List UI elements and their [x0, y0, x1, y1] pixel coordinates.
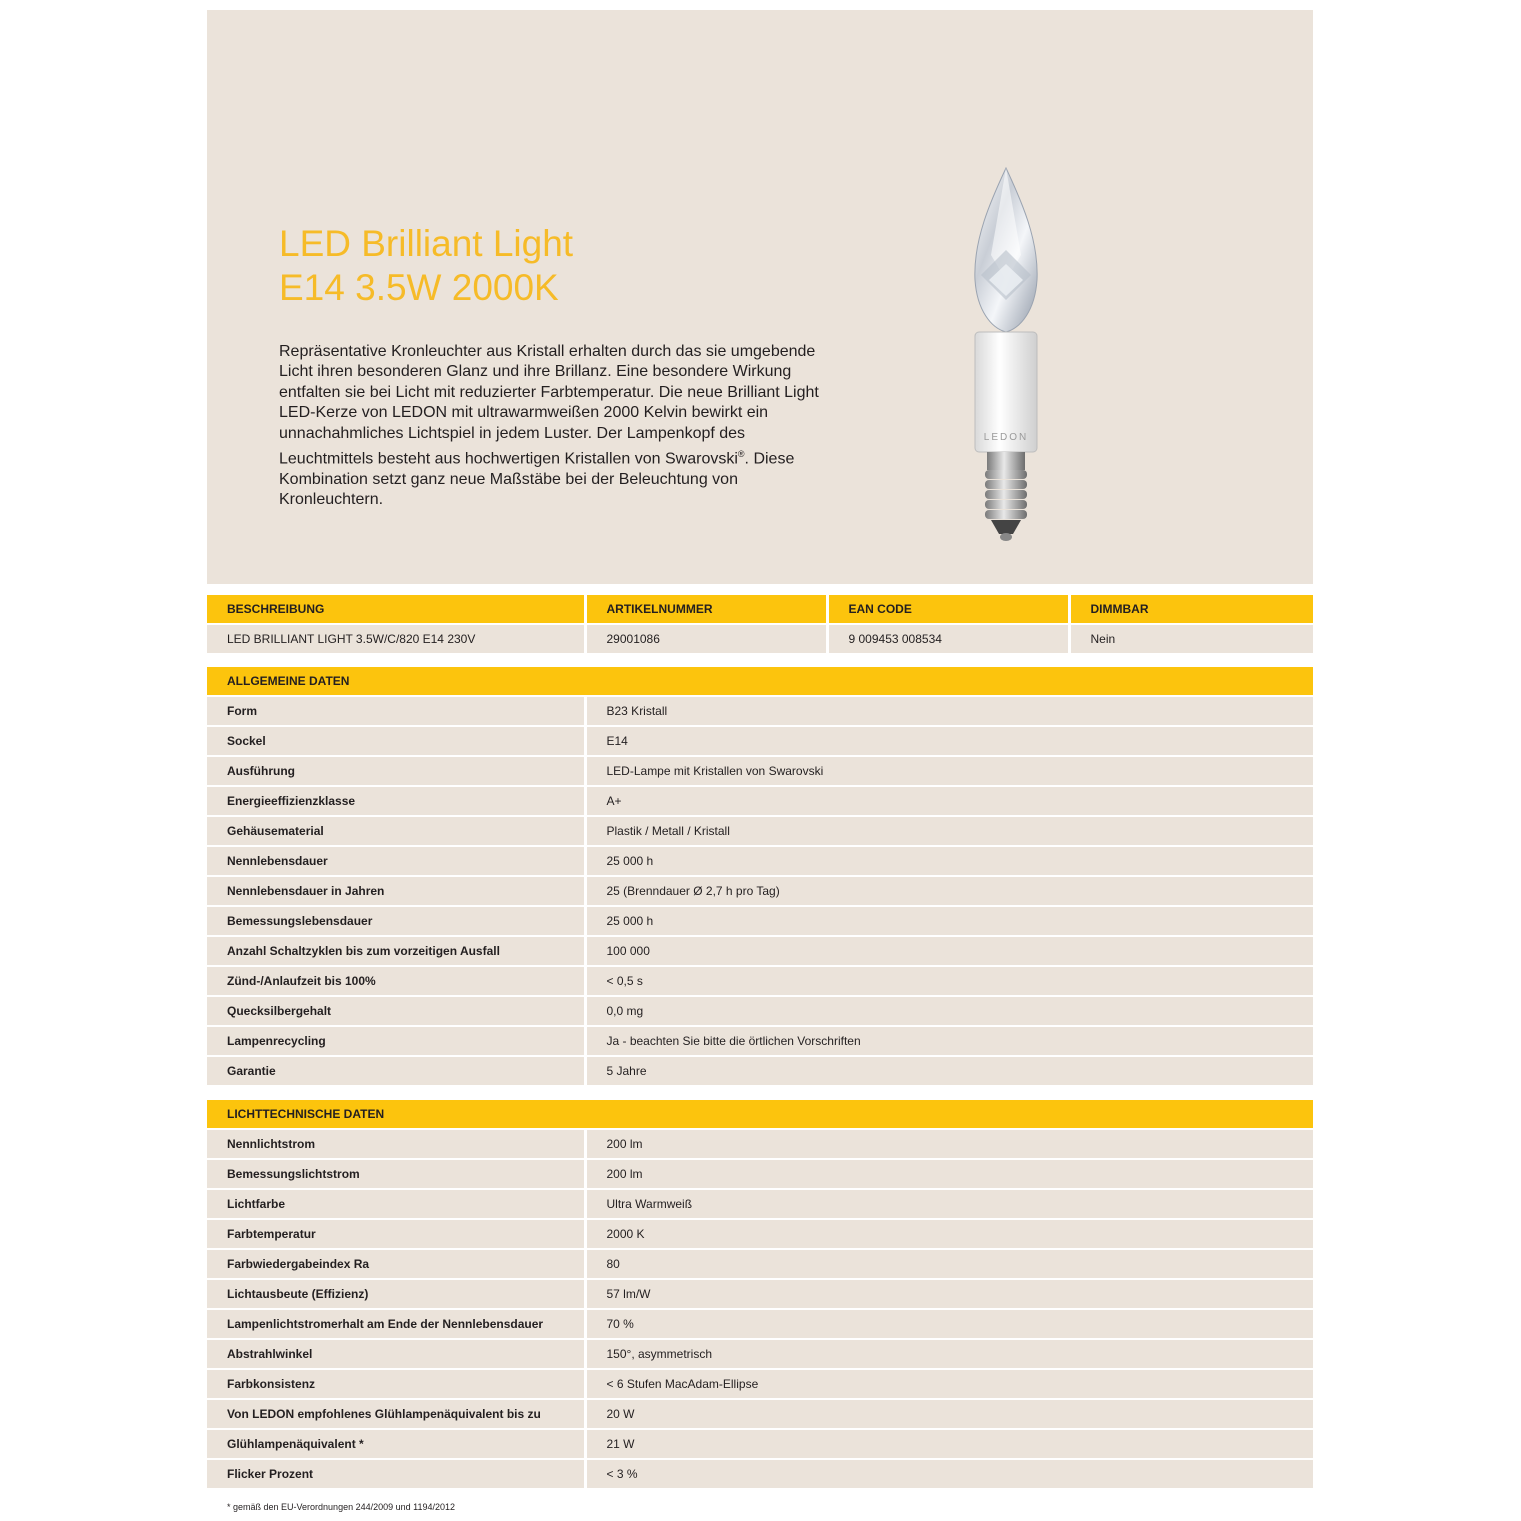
table-row — [207, 1056, 1313, 1085]
ean-code-value: 9 009453 008534 — [827, 624, 1069, 653]
table-row — [207, 726, 1313, 756]
spec-value: < 3 % — [585, 1459, 1313, 1488]
product-description-text-end: . Diese Kombination setzt ganz neue Maßstäbe bei der Beleuchtung von Kronleuchtern. — [279, 450, 795, 509]
table-row — [207, 846, 1313, 876]
header-dimmable: DIMMBAR — [1069, 595, 1313, 624]
table-row — [207, 1339, 1313, 1369]
table-row — [207, 936, 1313, 966]
table-row — [207, 1219, 1313, 1249]
spec-value: 21 W — [585, 1429, 1313, 1459]
hero-panel — [207, 10, 1313, 584]
table-row — [207, 1399, 1313, 1429]
table-row — [207, 1129, 1313, 1159]
spec-label: Farbwiedergabeindex Ra — [207, 1249, 585, 1279]
product-title-line-2: E14 3.5W 2000K — [279, 267, 559, 308]
general-data-heading: ALLGEMEINE DATEN — [207, 667, 1313, 696]
dimmable-value: Nein — [1069, 624, 1313, 653]
table-row — [207, 756, 1313, 786]
table-row — [207, 996, 1313, 1026]
table-row — [207, 1249, 1313, 1279]
spec-value: 200 lm — [585, 1129, 1313, 1159]
product-title — [279, 222, 573, 310]
spec-value: Plastik / Metall / Kristall — [585, 816, 1313, 846]
spec-label: Lichtausbeute (Effizienz) — [207, 1279, 585, 1309]
spec-value: 200 lm — [585, 1159, 1313, 1189]
table-row — [207, 816, 1313, 846]
header-description: BESCHREIBUNG — [207, 595, 585, 624]
spec-value: 100 000 — [585, 936, 1313, 966]
table-row — [207, 876, 1313, 906]
article-number-value: 29001086 — [585, 624, 827, 653]
spec-label: Energieeffizienzklasse — [207, 786, 585, 816]
table-row — [207, 786, 1313, 816]
spec-value: 5 Jahre — [585, 1056, 1313, 1085]
spec-label: Abstrahlwinkel — [207, 1339, 585, 1369]
general-data-header — [207, 667, 1313, 696]
spec-label: Lichtfarbe — [207, 1189, 585, 1219]
light-data-heading: LICHTTECHNISCHE DATEN — [207, 1100, 1313, 1129]
spec-value: 25 000 h — [585, 906, 1313, 936]
spec-label: Bemessungslichtstrom — [207, 1159, 585, 1189]
spec-label: Nennlebensdauer — [207, 846, 585, 876]
spec-label: Quecksilbergehalt — [207, 996, 585, 1026]
spec-value: 25 000 h — [585, 846, 1313, 876]
spec-label: Nennlebensdauer in Jahren — [207, 876, 585, 906]
spec-label: Zünd-/Anlaufzeit bis 100% — [207, 966, 585, 996]
spec-label: Farbkonsistenz — [207, 1369, 585, 1399]
table-row — [207, 624, 1313, 653]
spec-label: Form — [207, 696, 585, 726]
spec-label: Von LEDON empfohlenes Glühlampenäquivalent bis zu — [207, 1399, 585, 1429]
lamp-image — [951, 160, 1061, 550]
spec-label: Lampenrecycling — [207, 1026, 585, 1056]
general-data-table — [207, 667, 1313, 1085]
spec-value: 25 (Brenndauer Ø 2,7 h pro Tag) — [585, 876, 1313, 906]
spec-label: Garantie — [207, 1056, 585, 1085]
product-description — [279, 342, 839, 511]
registered-mark: ® — [737, 449, 745, 460]
spec-label: Nennlichtstrom — [207, 1129, 585, 1159]
table-row — [207, 1459, 1313, 1488]
spec-value: Ultra Warmweiß — [585, 1189, 1313, 1219]
table-row — [207, 1309, 1313, 1339]
spec-label: Sockel — [207, 726, 585, 756]
spec-value: 0,0 mg — [585, 996, 1313, 1026]
table-row — [207, 966, 1313, 996]
spec-label: Farbtemperatur — [207, 1219, 585, 1249]
spec-value: B23 Kristall — [585, 696, 1313, 726]
light-data-header — [207, 1100, 1313, 1129]
lamp-brand-label: LEDON — [983, 432, 1029, 443]
spec-value: 150°, asymmetrisch — [585, 1339, 1313, 1369]
table-row — [207, 1189, 1313, 1219]
spec-label: Bemessungslebensdauer — [207, 906, 585, 936]
light-data-table — [207, 1100, 1313, 1488]
spec-label: Lampenlichtstromerhalt am Ende der Nennlebensdauer — [207, 1309, 585, 1339]
description-value: LED BRILLIANT LIGHT 3.5W/C/820 E14 230V — [207, 624, 585, 653]
product-description-text: Repräsentative Kronleuchter aus Kristall erhalten durch das sie umgebende Licht ihren besonderen Glanz und ihre Brillanz. Eine besondere Wirkung entfalten sie bei Licht mit reduzierter Farbtemperatur. Die neue Brilliant Light LED-Kerze von LEDON mit ultrawarmweißen 2000 Kelvin bewirkt ein unnachahmliches Lichtspiel in jedem Luster. Der Lampenkopf des Leuchtmittels besteht aus hochwertigen Kristallen von Swarovski — [279, 343, 819, 468]
header-ean-code: EAN CODE — [827, 595, 1069, 624]
spec-value: 2000 K — [585, 1219, 1313, 1249]
table-row — [207, 906, 1313, 936]
spec-label: Gehäusematerial — [207, 816, 585, 846]
spec-value: Ja - beachten Sie bitte die örtlichen Vorschriften — [585, 1026, 1313, 1056]
footnote: * gemäß den EU-Verordnungen 244/2009 und 1194/2012 — [227, 1502, 456, 1512]
spec-value: < 0,5 s — [585, 966, 1313, 996]
table-row — [207, 1369, 1313, 1399]
spec-value: 20 W — [585, 1399, 1313, 1429]
spec-value: 80 — [585, 1249, 1313, 1279]
spec-value: < 6 Stufen MacAdam-Ellipse — [585, 1369, 1313, 1399]
spec-value: A+ — [585, 786, 1313, 816]
spec-label: Glühlampenäquivalent * — [207, 1429, 585, 1459]
spec-value: LED-Lampe mit Kristallen von Swarovski — [585, 756, 1313, 786]
spec-label: Flicker Prozent — [207, 1459, 585, 1488]
table-row — [207, 696, 1313, 726]
table-row — [207, 1429, 1313, 1459]
spec-value: E14 — [585, 726, 1313, 756]
table-row — [207, 1159, 1313, 1189]
product-table-header — [207, 595, 1313, 624]
spec-label: Ausführung — [207, 756, 585, 786]
lamp-thread — [985, 470, 1027, 519]
spec-value: 57 lm/W — [585, 1279, 1313, 1309]
header-article-number: ARTIKELNUMMER — [585, 595, 827, 624]
spec-value: 70 % — [585, 1309, 1313, 1339]
table-row — [207, 1279, 1313, 1309]
product-title-line-1: LED Brilliant Light — [279, 223, 574, 264]
product-table — [207, 595, 1313, 653]
table-row — [207, 1026, 1313, 1056]
spec-label: Anzahl Schaltzyklen bis zum vorzeitigen Ausfall — [207, 936, 585, 966]
